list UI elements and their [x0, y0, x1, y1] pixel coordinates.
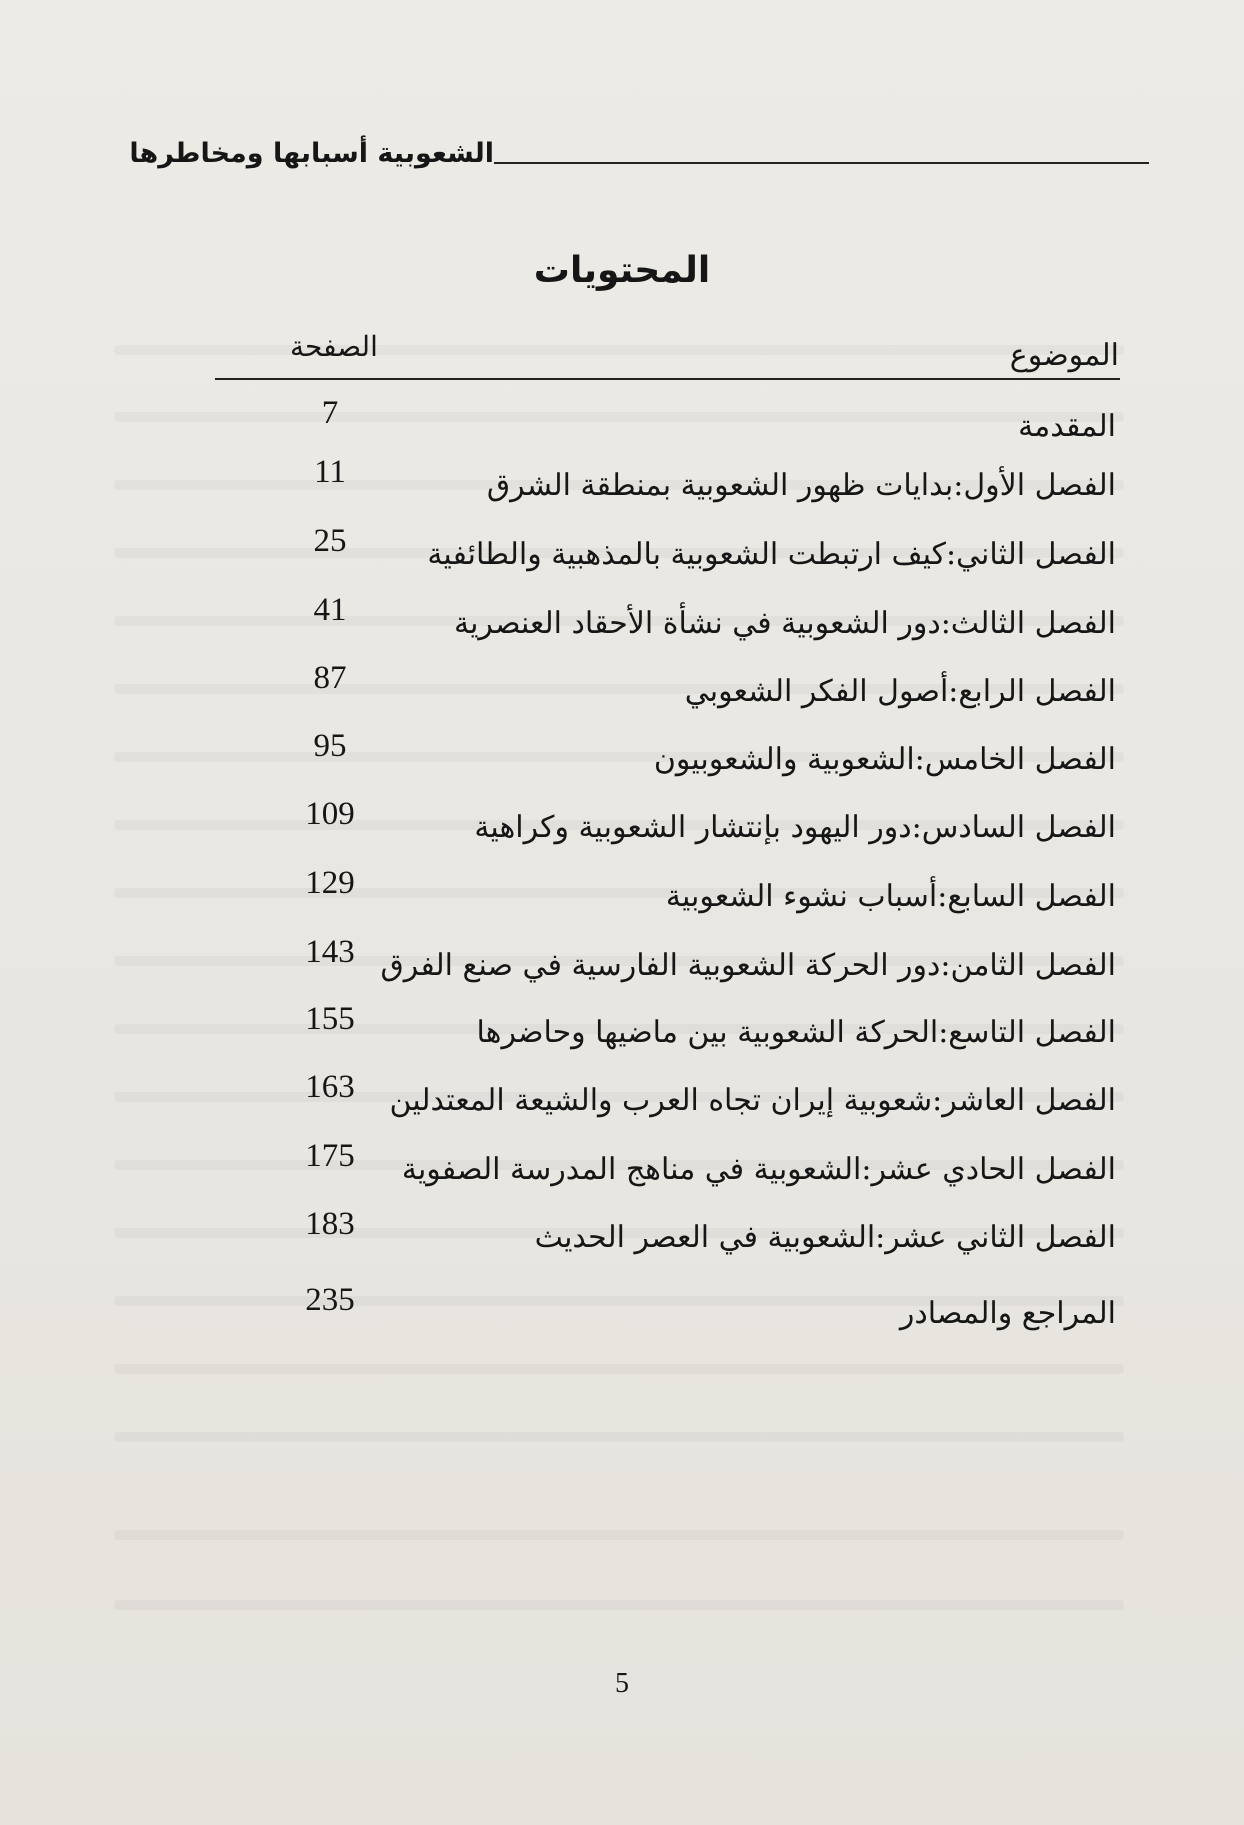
- toc-entry-title: الفصل السابع:أسباب نشوء الشعوبية: [665, 879, 1116, 914]
- toc-entry-page: 183: [305, 1206, 355, 1242]
- toc-entry: [240, 1282, 1120, 1342]
- page-number: 5: [615, 1668, 629, 1699]
- toc-entry-page: 11: [314, 454, 346, 490]
- toc-entry-page: 41: [313, 592, 347, 628]
- toc-entry: [240, 934, 1120, 994]
- toc-entry-page: 95: [313, 728, 347, 764]
- toc-entry-page: 25: [313, 523, 347, 559]
- toc-entry: [240, 1001, 1120, 1061]
- toc-entry: [240, 728, 1120, 788]
- toc-entry-title: الفصل الرابع:أصول الفكر الشعوبي: [684, 674, 1116, 709]
- toc-entry-page: 143: [305, 934, 355, 970]
- toc-entry-title: الفصل الثاني:كيف ارتبطت الشعوبية بالمذهبية والطائفية: [427, 537, 1116, 572]
- toc-entry-title: المراجع والمصادر: [899, 1296, 1116, 1331]
- toc-entry: [240, 395, 1120, 455]
- toc-entry: [240, 796, 1120, 856]
- toc-entry-page: 155: [305, 1001, 355, 1037]
- toc-entry: [240, 660, 1120, 720]
- toc-entry-title: المقدمة: [1018, 409, 1116, 444]
- toc-entry: [240, 1138, 1120, 1198]
- toc-entry-page: 235: [305, 1282, 355, 1318]
- column-header-topic: الموضوع: [1009, 338, 1119, 373]
- toc-entry-page: 87: [313, 660, 347, 696]
- toc-entry-title: الفصل العاشر:شعوبية إيران تجاه العرب والشيعة المعتدلين: [389, 1083, 1116, 1118]
- toc-entry-page: 129: [305, 865, 355, 901]
- toc-entry: [240, 1206, 1120, 1266]
- toc-title: المحتويات: [533, 250, 711, 291]
- toc-entry-page: 109: [305, 796, 355, 832]
- toc-entry-page: 7: [321, 395, 339, 431]
- toc-entry-page: 175: [305, 1138, 355, 1174]
- toc-entry: [240, 865, 1120, 925]
- toc-entry: [240, 592, 1120, 652]
- running-header-title: الشعوبية أسبابها ومخاطرها: [129, 138, 494, 169]
- toc-entry-title: الفصل الخامس:الشعوبية والشعوبيون: [653, 742, 1116, 777]
- toc-entry-page: 163: [305, 1069, 355, 1105]
- toc-entry-title: الفصل الحادي عشر:الشعوبية في مناهج المدرسة الصفوية: [401, 1152, 1116, 1187]
- toc-entry-title: الفصل الثالث:دور الشعوبية في نشأة الأحقاد العنصرية: [454, 606, 1116, 641]
- toc-entry: [240, 1069, 1120, 1129]
- column-header-page: الصفحة: [290, 330, 378, 363]
- toc-entry-title: الفصل الثاني عشر:الشعوبية في العصر الحديث: [534, 1220, 1116, 1255]
- toc-entry-title: الفصل الأول:بدايات ظهور الشعوبية بمنطقة الشرق: [486, 468, 1116, 503]
- toc-entry-title: الفصل السادس:دور اليهود بإنتشار الشعوبية وكراهية: [474, 810, 1116, 845]
- toc-entry: [240, 454, 1120, 514]
- toc-entry: [240, 523, 1120, 583]
- toc-entry-title: الفصل الثامن:دور الحركة الشعوبية الفارسية في صنع الفرق: [380, 948, 1116, 983]
- toc-entry-title: الفصل التاسع:الحركة الشعوبية بين ماضيها وحاضرها: [476, 1015, 1116, 1050]
